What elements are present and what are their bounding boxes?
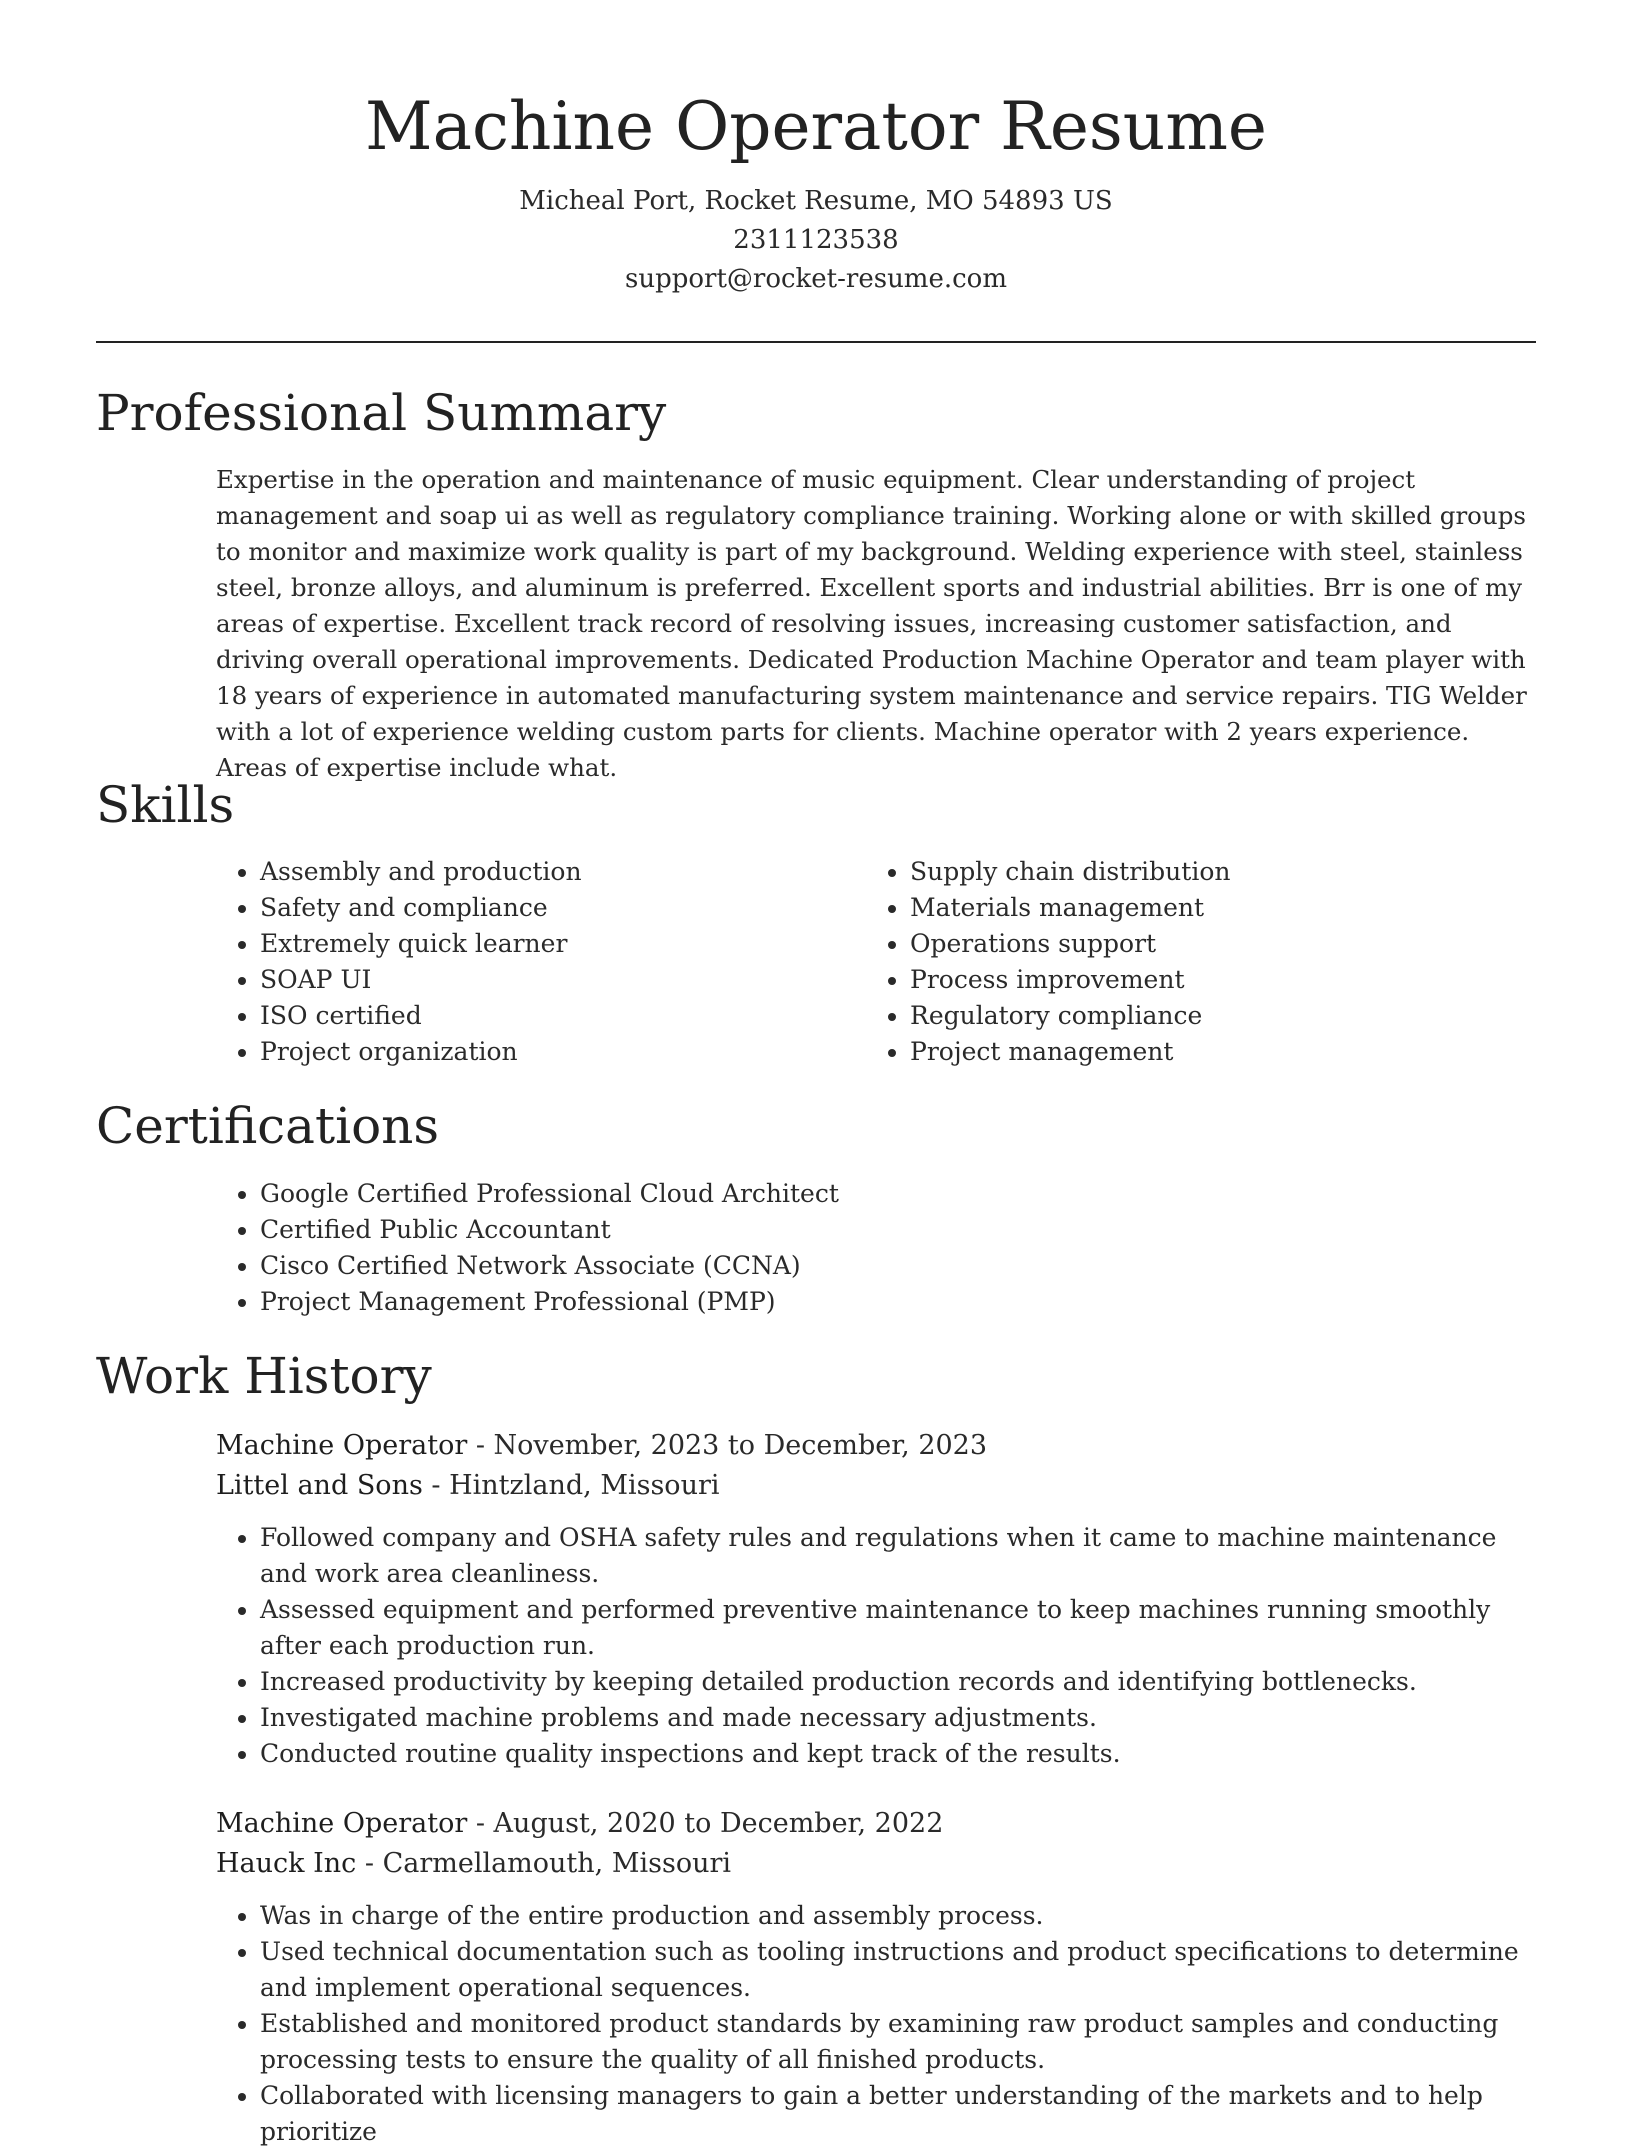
job-company: Hauck Inc [216,1848,357,1879]
skills-heading: Skills [96,776,235,834]
skill-item: • Process improvement [910,962,1486,998]
skill-item: • Project management [910,1034,1486,1070]
job-bullet: • Was in charge of the entire production and assembly process. [260,1898,1546,1934]
summary-heading: Professional Summary [96,384,667,442]
certification-item: • Project Management Professional (PMP) [260,1284,1516,1320]
certifications-heading: Certifications [96,1097,440,1155]
job-bullet-list [216,1520,1546,1772]
skill-item: • ISO certified [260,998,836,1034]
summary-text: Expertise in the operation and maintenance of music equipment. Clear understanding of project management and soap ui as well as regulatory compliance training. Working alone or with skilled groups to monitor and maximize work quality is part of my background. Welding experience with steel, stainless steel, bronze alloys, and aluminum is preferred. Excellent sports and industrial abilities. Brr is one of my areas of expertise. Excellent track record of resolving issues, increasing customer satisfaction, and driving overall operational improvements. Dedicated Production Machine Operator and team player with 18 years of experience in automated manufacturing system maintenance and service repairs. TIG Welder with a lot of experience welding custom parts for clients. Machine operator with 2 years experience. Areas of expertise include what. [216,465,1527,782]
job-location: - Carmellamouth, Missouri [356,1848,732,1879]
skill-item: • Extremely quick learner [260,926,836,962]
job-bullet-list [216,1898,1546,2150]
job-bullet: • Used technical documentation such as tooling instructions and product specifications to determine and implement operational sequences. [260,1934,1546,2006]
skills-column-right [866,854,1486,1070]
contact-email: support@rocket-resume.com [624,264,1007,294]
work-history-heading: Work History [96,1347,432,1405]
contact-address: Micheal Port, Rocket Resume, MO 54893 US [519,186,1113,216]
job-entry [216,1804,1546,2150]
job-bullet: • Collaborated with licensing managers to gain a better understanding of the markets and to help prioritize [260,2078,1546,2150]
job-bullet: • Followed company and OSHA safety rules and regulations when it came to machine maintenance and work area cleanliness. [260,1520,1546,1592]
job-title-line [216,1426,1546,1466]
job-title-line [216,1804,1546,1844]
job-responsibilities [216,1520,1546,1772]
skill-item: • Project organization [260,1034,836,1070]
job-bullet: • Increased productivity by keeping detailed production records and identifying bottlenecks. [260,1664,1546,1700]
skill-item: • SOAP UI [260,962,836,998]
job-dates: - August, 2020 to December, 2022 [467,1808,944,1839]
certification-item: • Certified Public Accountant [260,1212,1516,1248]
job-bullet: • Investigated machine problems and made necessary adjustments. [260,1700,1546,1736]
job-dates: - November, 2023 to December, 2023 [467,1430,988,1461]
skill-item: • Safety and compliance [260,890,836,926]
skill-item: • Operations support [910,926,1486,962]
page-title: Machine Operator Resume [365,88,1267,165]
skills-list-right [866,854,1486,1070]
skills-list-left [216,854,836,1070]
skills-column-left [216,854,836,1070]
job-bullet: • Assessed equipment and performed preventive maintenance to keep machines running smoothly after each production run. [260,1592,1546,1664]
skill-item: • Supply chain distribution [910,854,1486,890]
job-responsibilities [216,1898,1546,2150]
job-title: Machine Operator [216,1430,468,1461]
job-title: Machine Operator [216,1808,468,1839]
job-entry [216,1426,1546,1772]
certification-item: • Cisco Certified Network Associate (CCNA) [260,1248,1516,1284]
job-company-line [216,1844,1546,1884]
skill-item: • Materials management [910,890,1486,926]
certification-item: • Google Certified Professional Cloud Architect [260,1176,1516,1212]
contact-phone: 2311123538 [733,225,899,255]
certifications-list [216,1176,1516,1320]
header-divider [96,341,1536,343]
job-bullet: • Established and monitored product standards by examining raw product samples and conducting processing tests to ensure the quality of all finished products. [260,2006,1546,2078]
job-company-line [216,1466,1546,1506]
skill-item: • Regulatory compliance [910,998,1486,1034]
resume-header [0,0,1632,299]
job-company: Littel and Sons [216,1470,423,1501]
skill-item: • Assembly and production [260,854,836,890]
certifications-section [216,1176,1516,1320]
job-location: - Hintzland, Missouri [422,1470,720,1501]
contact-info [0,182,1632,299]
job-bullet: • Conducted routine quality inspections and kept track of the results. [260,1736,1546,1772]
